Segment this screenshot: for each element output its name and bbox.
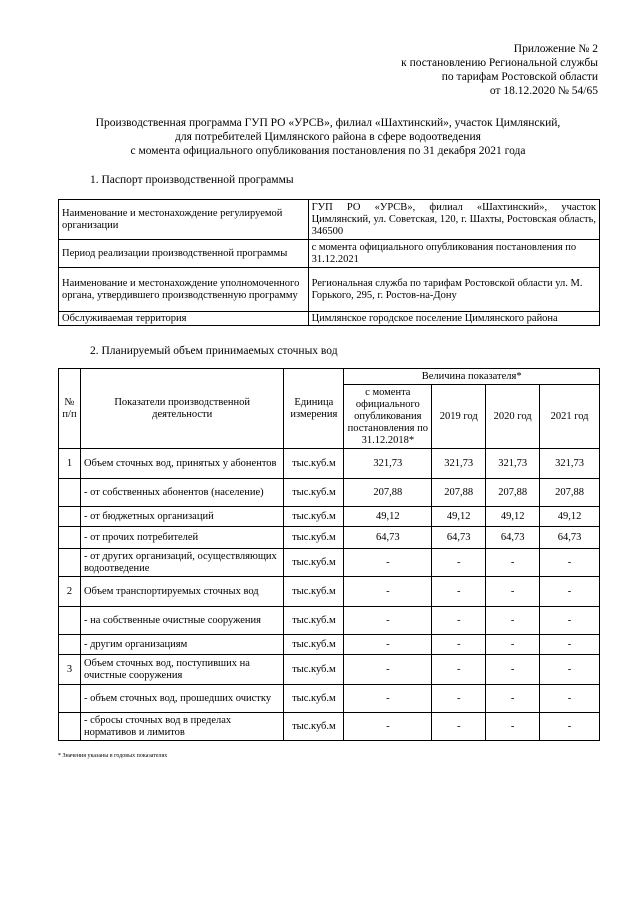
row-value-period1: - — [344, 577, 432, 607]
row-value-period1: - — [344, 685, 432, 713]
row-indicator: - сбросы сточных вод в пределах нормативов и лимитов — [80, 713, 283, 741]
row-indicator: - другим организациям — [80, 635, 283, 655]
row-indicator: - от бюджетных организаций — [80, 507, 283, 527]
row-indicator: Объем сточных вод, поступивших на очистные сооружения — [80, 655, 283, 685]
row-num: 1 — [59, 449, 81, 479]
row-value-2019: 64,73 — [432, 527, 486, 549]
row-unit: тыс.куб.м — [284, 507, 344, 527]
row-unit: тыс.куб.м — [284, 685, 344, 713]
passport-value: Региональная служба по тарифам Ростовской области ул. М. Горького, 295, г. Ростов-на-Дону — [308, 268, 599, 312]
section-heading: 2. Планируемый объем принимаемых сточных вод — [90, 345, 338, 357]
row-unit: тыс.куб.м — [284, 635, 344, 655]
row-value-period1: 207,88 — [344, 479, 432, 507]
row-num — [59, 713, 81, 741]
row-unit: тыс.куб.м — [284, 449, 344, 479]
volume-table-body — [59, 449, 600, 741]
row-value-2020: - — [486, 635, 540, 655]
passport-table — [58, 199, 600, 326]
table-row — [59, 312, 600, 326]
col-header-period1: с момента официального опубликования постановления по 31.12.2018* — [344, 385, 432, 449]
row-value-2020: - — [486, 577, 540, 607]
passport-label: Обслуживаемая территория — [59, 312, 309, 326]
row-unit: тыс.куб.м — [284, 527, 344, 549]
row-num: 3 — [59, 655, 81, 685]
appendix-line: от 18.12.2020 № 54/65 — [489, 85, 598, 97]
row-indicator: Объем транспортируемых сточных вод — [80, 577, 283, 607]
appendix-block — [401, 42, 598, 98]
row-value-2021: - — [540, 635, 600, 655]
table-row — [59, 268, 600, 312]
row-value-2021: - — [540, 713, 600, 741]
table-row — [59, 479, 600, 507]
table-row — [59, 240, 600, 268]
row-num — [59, 635, 81, 655]
footnote: * Значения указаны в годовых показателях — [58, 753, 168, 759]
row-value-period1: 64,73 — [344, 527, 432, 549]
row-indicator: - на собственные очистные сооружения — [80, 607, 283, 635]
title-line: с момента официального опубликования постановления по 31 декабря 2021 года — [130, 145, 526, 157]
row-value-2020: - — [486, 607, 540, 635]
col-header-unit: Единица измерения — [284, 369, 344, 449]
col-header-2021: 2021 год — [540, 385, 600, 449]
row-num — [59, 479, 81, 507]
row-value-2020: 49,12 — [486, 507, 540, 527]
row-unit: тыс.куб.м — [284, 577, 344, 607]
document-title — [56, 116, 600, 158]
row-value-2020: - — [486, 685, 540, 713]
row-value-2020: - — [486, 655, 540, 685]
row-value-2019: - — [432, 549, 486, 577]
row-unit: тыс.куб.м — [284, 607, 344, 635]
row-value-2019: 321,73 — [432, 449, 486, 479]
row-value-2021: 321,73 — [540, 449, 600, 479]
row-value-2021: 49,12 — [540, 507, 600, 527]
row-indicator: - от других организаций, осуществляющих водоотведение — [80, 549, 283, 577]
section-heading: 1. Паспорт производственной программы — [90, 174, 294, 186]
table-row — [59, 655, 600, 685]
row-value-period1: - — [344, 713, 432, 741]
row-num — [59, 527, 81, 549]
table-row — [59, 200, 600, 240]
row-value-2019: - — [432, 655, 486, 685]
row-indicator: - от прочих потребителей — [80, 527, 283, 549]
table-row — [59, 507, 600, 527]
table-row — [59, 549, 600, 577]
passport-value: Цимлянское городское поселение Цимлянского района — [308, 312, 599, 326]
row-value-2021: 207,88 — [540, 479, 600, 507]
row-value-2021: 64,73 — [540, 527, 600, 549]
table-row — [59, 577, 600, 607]
passport-label: Период реализации производственной программы — [59, 240, 309, 268]
row-value-2020: 64,73 — [486, 527, 540, 549]
row-value-period1: - — [344, 635, 432, 655]
row-unit: тыс.куб.м — [284, 549, 344, 577]
row-num: 2 — [59, 577, 81, 607]
table-header-row — [59, 369, 600, 385]
col-header-indicator: Показатели производственной деятельности — [80, 369, 283, 449]
row-value-2019: 207,88 — [432, 479, 486, 507]
passport-label: Наименование и местонахождение регулируемой организации — [59, 200, 309, 240]
row-unit: тыс.куб.м — [284, 479, 344, 507]
row-unit: тыс.куб.м — [284, 655, 344, 685]
row-indicator: - объем сточных вод, прошедших очистку — [80, 685, 283, 713]
table-row — [59, 635, 600, 655]
passport-label: Наименование и местонахождение уполномоченного органа, утвердившего производственную программу — [59, 268, 309, 312]
row-num — [59, 549, 81, 577]
col-header-value-group: Величина показателя* — [344, 369, 600, 385]
row-value-2021: - — [540, 549, 600, 577]
col-header-2020: 2020 год — [486, 385, 540, 449]
title-line: Производственная программа ГУП РО «УРСВ», филиал «Шахтинский», участок Цимлянский, — [95, 117, 561, 129]
row-unit: тыс.куб.м — [284, 713, 344, 741]
row-value-period1: 49,12 — [344, 507, 432, 527]
row-indicator: - от собственных абонентов (население) — [80, 479, 283, 507]
row-num — [59, 507, 81, 527]
volume-table — [58, 368, 600, 741]
row-value-2019: 49,12 — [432, 507, 486, 527]
row-value-2021: - — [540, 577, 600, 607]
col-header-2019: 2019 год — [432, 385, 486, 449]
appendix-line: по тарифам Ростовской области — [441, 71, 598, 83]
row-value-2021: - — [540, 607, 600, 635]
row-value-2019: - — [432, 607, 486, 635]
table-row — [59, 713, 600, 741]
row-value-2020: 207,88 — [486, 479, 540, 507]
row-num — [59, 607, 81, 635]
row-num — [59, 685, 81, 713]
row-value-2019: - — [432, 577, 486, 607]
table-row — [59, 607, 600, 635]
row-indicator: Объем сточных вод, принятых у абонентов — [80, 449, 283, 479]
row-value-2019: - — [432, 685, 486, 713]
row-value-2021: - — [540, 655, 600, 685]
row-value-2020: - — [486, 549, 540, 577]
table-row — [59, 685, 600, 713]
row-value-2021: - — [540, 685, 600, 713]
appendix-line: Приложение № 2 — [513, 43, 598, 55]
table-row — [59, 527, 600, 549]
row-value-2020: 321,73 — [486, 449, 540, 479]
row-value-2019: - — [432, 635, 486, 655]
row-value-period1: - — [344, 607, 432, 635]
row-value-2019: - — [432, 713, 486, 741]
table-row — [59, 449, 600, 479]
row-value-2020: - — [486, 713, 540, 741]
row-value-period1: 321,73 — [344, 449, 432, 479]
row-value-period1: - — [344, 549, 432, 577]
passport-value: с момента официального опубликования постановления по 31.12.2021 — [308, 240, 599, 268]
appendix-line: к постановлению Региональной службы — [401, 57, 598, 69]
col-header-num: № п/п — [59, 369, 81, 449]
title-line: для потребителей Цимлянского района в сфере водоотведения — [175, 131, 481, 143]
row-value-period1: - — [344, 655, 432, 685]
passport-value: ГУП РО «УРСВ», филиал «Шахтинский», участок Цимлянский, ул. Советская, 120, г. Шахты, Ростовская область, 346500 — [308, 200, 599, 240]
